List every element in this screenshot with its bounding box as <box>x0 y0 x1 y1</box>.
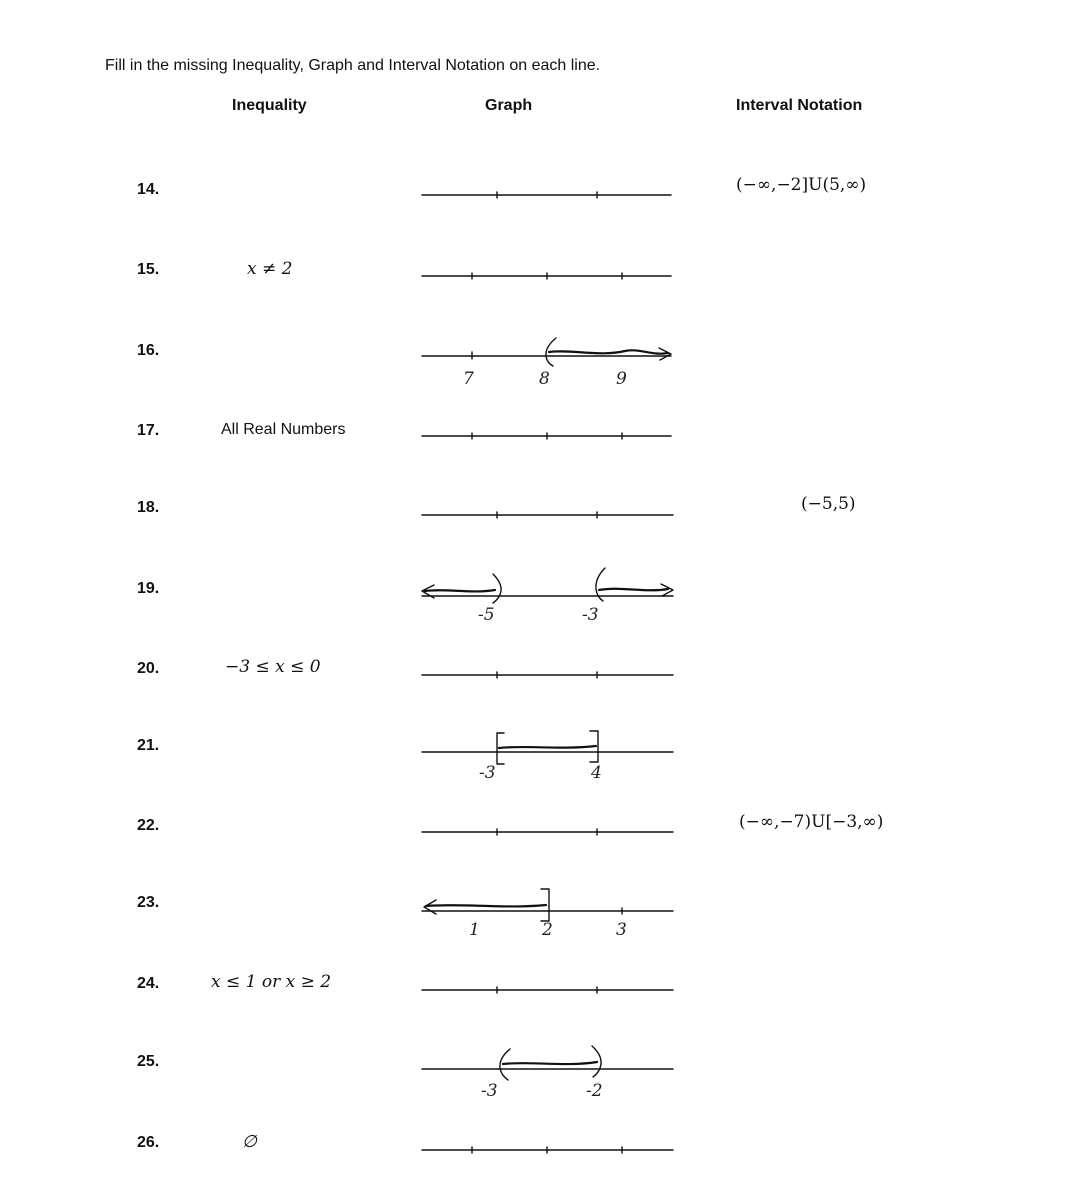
row-number-25: 25. <box>137 1053 160 1070</box>
instructions: Fill in the missing Inequality, Graph and Interval Notation on each line. <box>105 57 601 74</box>
row-number-21: 21. <box>137 737 160 754</box>
shaded-ray-left <box>426 905 546 906</box>
header-graph: Graph <box>485 97 533 114</box>
graph-label-21-neg3: -3 <box>479 763 496 783</box>
row-number-14: 14. <box>137 181 160 198</box>
number-line-18 <box>422 512 673 518</box>
shaded-ray-left <box>425 590 495 591</box>
number-line-22 <box>422 829 673 835</box>
header-inequality: Inequality <box>232 97 307 114</box>
header-interval-notation: Interval Notation <box>736 97 863 114</box>
number-line-21 <box>422 731 673 764</box>
graph-label-16-9: 9 <box>616 369 627 389</box>
graph-label-21-4: 4 <box>591 763 602 783</box>
interval-14: (−∞,−2]U(5,∞) <box>736 175 867 195</box>
row-number-26: 26. <box>137 1134 160 1151</box>
row-number-15: 15. <box>137 261 160 278</box>
row-number-17: 17. <box>137 422 160 439</box>
row-number-24: 24. <box>137 975 160 992</box>
row-number-22: 22. <box>137 817 160 834</box>
number-line-17 <box>422 433 671 439</box>
number-line-25 <box>422 1046 673 1080</box>
graph-label-25-neg2: -2 <box>586 1081 603 1101</box>
graph-label-16-8: 8 <box>539 369 550 389</box>
inequality-20: −3 ≤ x ≤ 0 <box>225 657 321 677</box>
graph-label-23-2: 2 <box>542 920 553 940</box>
open-paren-neg5 <box>493 574 501 603</box>
inequality-15: x ≠ 2 <box>247 259 293 279</box>
number-line-23 <box>422 889 673 921</box>
number-line-16 <box>422 338 671 366</box>
number-line-24 <box>422 987 673 993</box>
row-number-20: 20. <box>137 660 160 677</box>
graph-label-23-3: 3 <box>616 920 627 940</box>
shaded-segment <box>499 746 596 748</box>
row-number-19: 19. <box>137 580 160 597</box>
row-number-18: 18. <box>137 499 160 516</box>
interval-22: (−∞,−7)U[−3,∞) <box>739 812 884 832</box>
number-line-15 <box>422 273 671 279</box>
graph-label-19-neg3: -3 <box>582 605 599 625</box>
number-line-26 <box>422 1147 673 1153</box>
shaded-ray-right <box>599 589 668 591</box>
graph-label-16-7: 7 <box>463 369 474 389</box>
interval-18: (−5,5) <box>801 494 856 514</box>
inequality-26: ∅ <box>242 1132 257 1152</box>
row-number-16: 16. <box>137 342 160 359</box>
inequality-17: All Real Numbers <box>221 421 346 438</box>
row-number-23: 23. <box>137 894 160 911</box>
number-line-14 <box>422 192 671 198</box>
graph-label-25-neg3: -3 <box>481 1081 498 1101</box>
number-line-19 <box>422 568 673 603</box>
inequality-24: x ≤ 1 or x ≥ 2 <box>211 972 332 992</box>
shaded-ray-right <box>549 350 668 353</box>
number-line-20 <box>422 672 673 678</box>
graph-label-19-neg5: -5 <box>478 605 495 625</box>
graph-label-23-1: 1 <box>469 920 480 940</box>
shaded-segment <box>503 1062 597 1064</box>
